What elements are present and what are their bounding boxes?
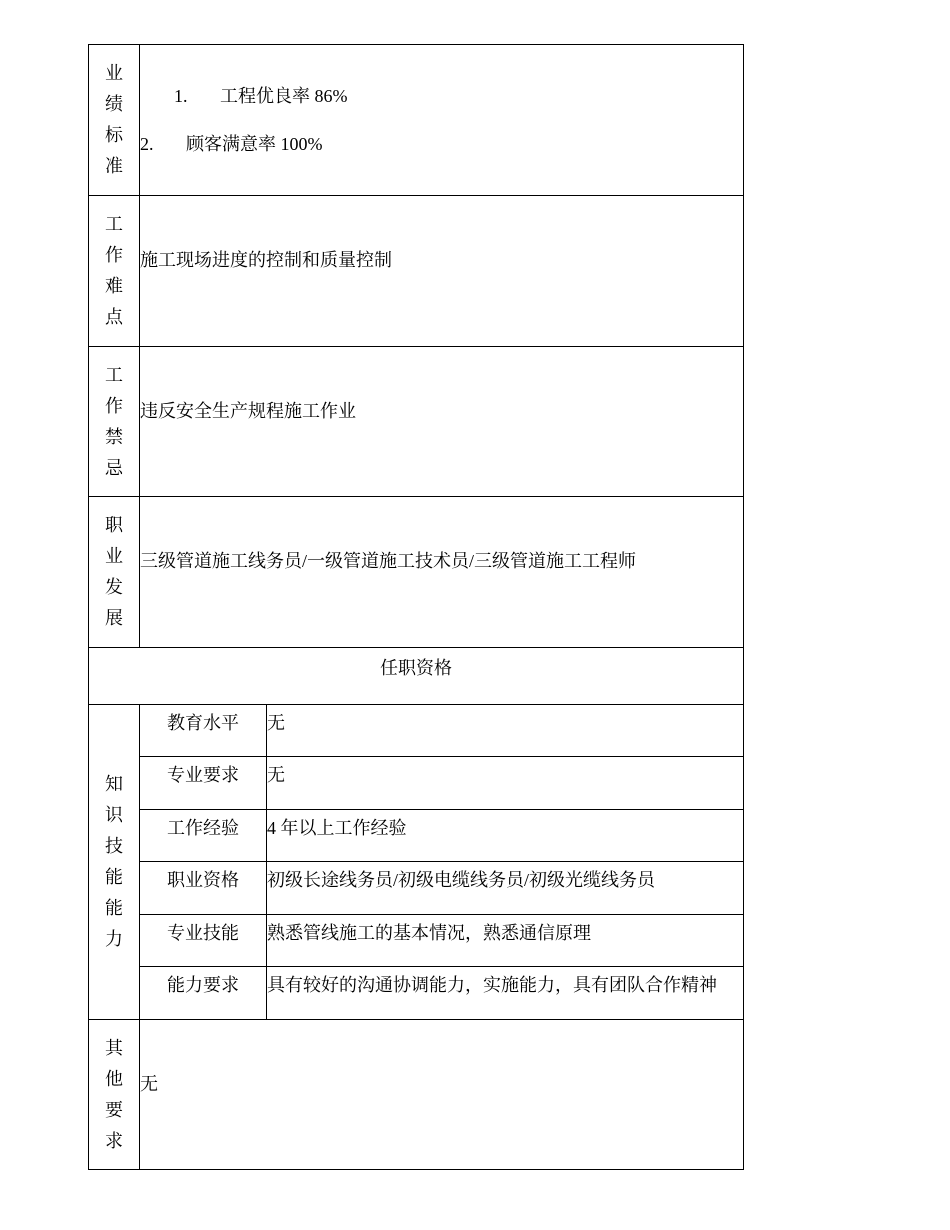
performance-label: 业绩标准 [104,63,123,176]
taboo-row [89,347,744,497]
difficulty-content: 施工现场进度的控制和质量控制 [140,196,744,347]
performance-row [89,45,744,196]
performance-label-cell [89,45,140,196]
qualification-item-row [89,967,744,1020]
performance-item-number: 1. [174,86,188,106]
major-value: 无 [267,757,744,810]
certification-value: 初级长途线务员/初级电缆线务员/初级光缆线务员 [267,862,744,915]
other-label: 其他要求 [104,1037,123,1151]
other-content: 无 [140,1020,744,1170]
taboo-label: 工作禁忌 [104,364,123,478]
career-label: 职业发展 [104,515,123,628]
performance-item-text: 工程优良率 86% [220,86,348,106]
other-row [89,1020,744,1170]
career-row [89,497,744,648]
education-label: 教育水平 [140,705,267,757]
difficulty-row [89,196,744,347]
qualification-item-row [89,810,744,862]
qualification-item-row [89,862,744,915]
experience-value: 4 年以上工作经验 [267,810,744,862]
taboo-content: 违反安全生产规程施工作业 [140,347,744,497]
difficulty-label-cell [89,196,140,347]
ability-label: 能力要求 [140,967,267,1020]
major-label: 专业要求 [140,757,267,810]
performance-item-number: 2. [140,134,154,154]
performance-item-text: 顾客满意率 100% [186,134,323,154]
qualification-item-row [89,915,744,967]
performance-content [140,45,744,196]
ability-value: 具有较好的沟通协调能力，实施能力，具有团队合作精神 [267,967,744,1020]
qualification-item-row [89,757,744,810]
difficulty-label: 工作难点 [104,214,123,327]
qualification-item-row [89,705,744,757]
career-label-cell [89,497,140,648]
certification-label: 职业资格 [140,862,267,915]
professional-skill-label: 专业技能 [140,915,267,967]
knowledge-skill-label-cell [89,705,140,1020]
education-value: 无 [267,705,744,757]
taboo-label-cell [89,347,140,497]
qualification-header: 任职资格 [89,648,744,705]
performance-list [140,84,743,156]
other-label-cell [89,1020,140,1170]
career-content: 三级管道施工线务员/一级管道施工技术员/三级管道施工工程师 [140,497,744,648]
performance-item [140,84,743,108]
qualification-header-row [89,648,744,705]
experience-label: 工作经验 [140,810,267,862]
knowledge-skill-label: 知识技能能力 [104,774,123,949]
professional-skill-value: 熟悉管线施工的基本情况，熟悉通信原理 [267,915,744,967]
performance-item [140,132,743,156]
job-description-table [88,44,744,1170]
